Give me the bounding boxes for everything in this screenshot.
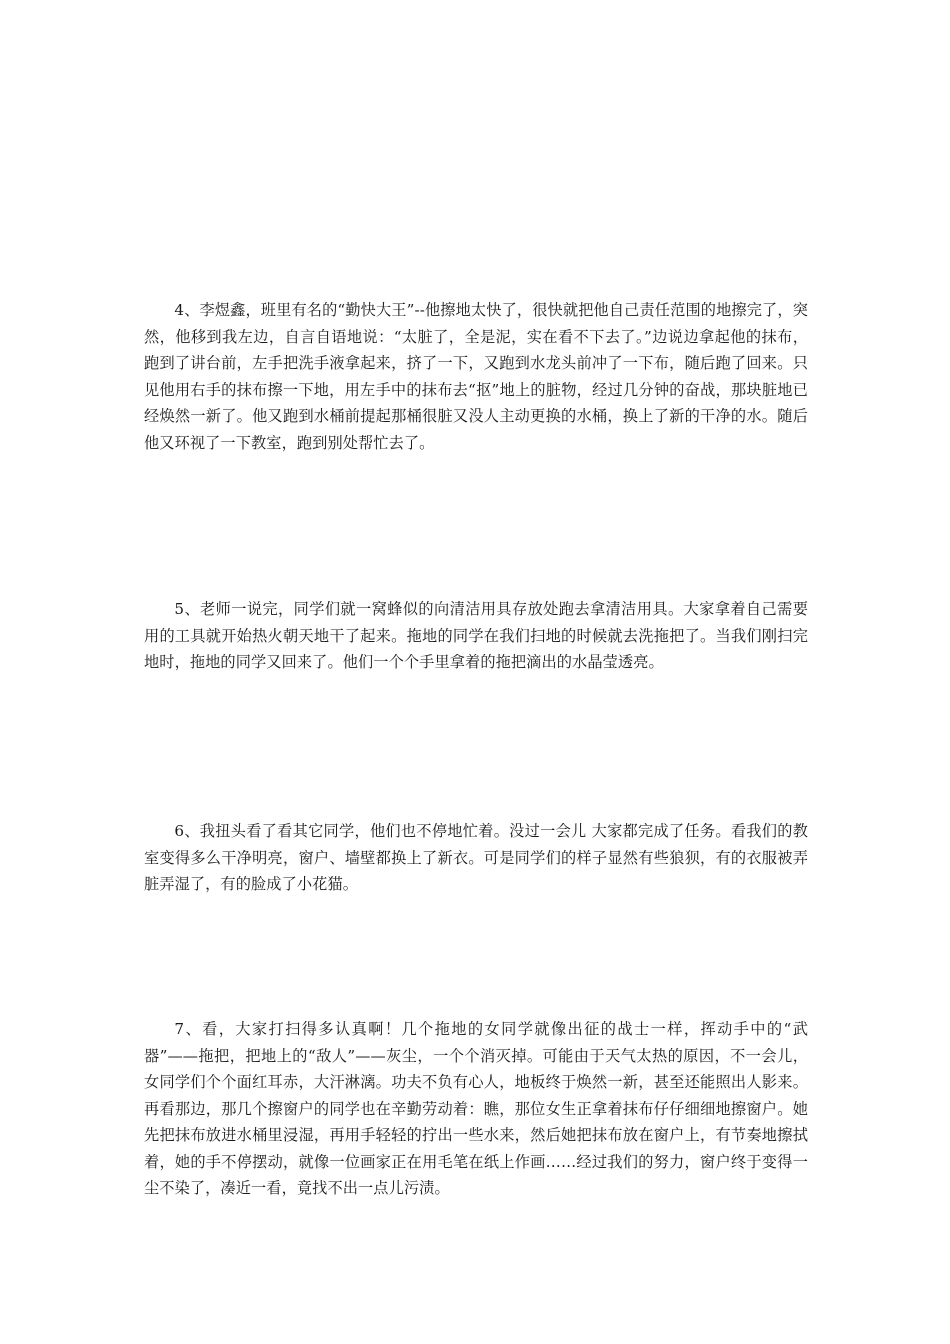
paragraph-5: 5、老师一说完，同学们就一窝蜂似的向清洁用具存放处跑去拿清洁用具。大家拿着自己需要用的工具就开始热火朝天地干了起来。拖地的同学在我们扫地的时候就去洗拖把了。当我们刚扫完地时，拖地的同学又回来了。他们一个个手里拿着的拖把滴出的水晶莹透亮。 [144,600,808,671]
paragraph-7: 7、看，大家打扫得多认真啊！几个拖地的女同学就像出征的战士一样，挥动手中的“武器”——拖把，把地上的“敌人”——灰尘，一个个消灭掉。可能由于天气太热的原因，不一会儿，女同学们个个面红耳赤，大汗淋漓。功夫不负有心人，地板终于焕然一新，甚至还能照出人影来。再看那边，那几个擦窗户的同学也在辛勤劳动着：瞧，那位女生正拿着抹布仔仔细细地擦窗户。她先把抹布放进水桶里浸湿，再用手轻轻的拧出一些水来，然后她把抹布放在窗户上，有节奏地擦拭着，她的手不停摆动，就像一位画家正在用毛笔在纸上作画……经过我们的努力，窗户终于变得一尘不染了，凑近一看，竟找不出一点儿污渍。 [144,1020,808,1197]
paragraph-6: 6、我扭头看了看其它同学，他们也不停地忙着。没过一会儿 大家都完成了任务。看我们的教室变得多么干净明亮，窗户、墙壁都换上了新衣。可是同学们的样子显然有些狼狈，有的衣服被弄脏弄湿了，有的脸成了小花猫。 [144,822,808,893]
paragraph-4: 4、李煜鑫，班里有名的“勤快大王”--他擦地太快了，很快就把他自己责任范围的地擦完了，突然，他移到我左边，自言自语地说：“太脏了，全是泥，实在看不下去了。”边说边拿起他的抹布，跑到了讲台前，左手把洗手液拿起来，挤了一下，又跑到水龙头前冲了一下布，随后跑了回来。只见他用右手的抹布擦一下地，用左手中的抹布去“抠”地上的脏物，经过几分钟的奋战，那块脏地已经焕然一新了。他又跑到水桶前提起那桶很脏又没人主动更换的水桶，换上了新的干净的水。随后他又环视了一下教室，跑到别处帮忙去了。 [144,301,808,452]
